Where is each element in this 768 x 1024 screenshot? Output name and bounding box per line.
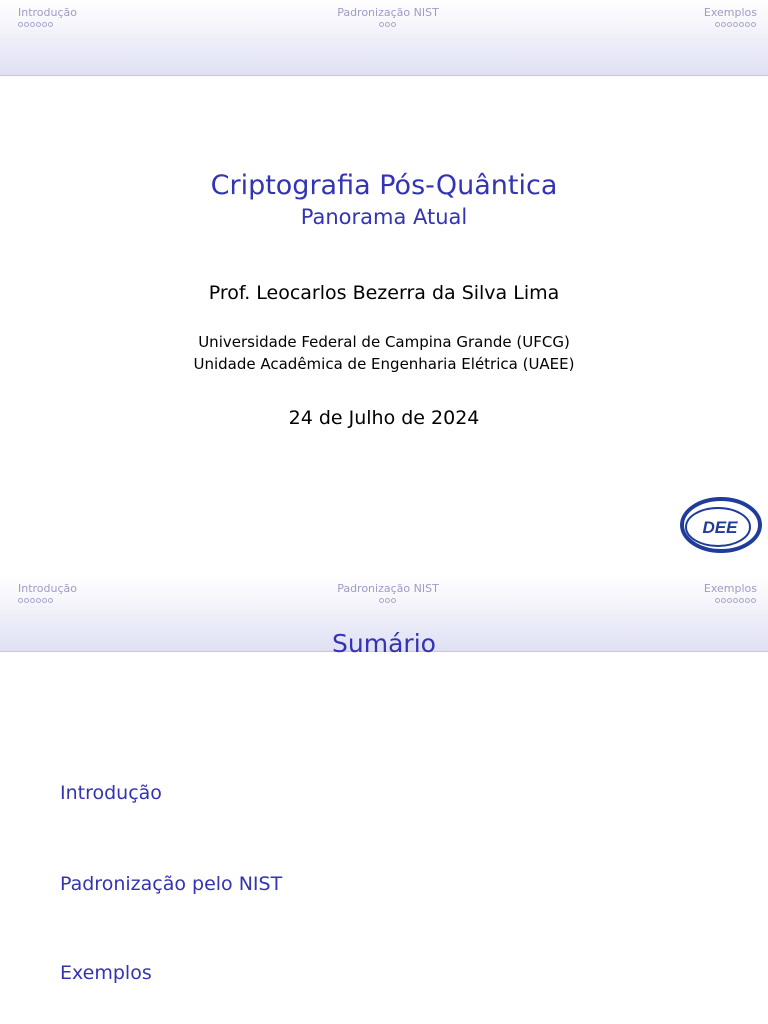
toc-item-padronizacao[interactable]: Padronização pelo NIST bbox=[60, 873, 283, 895]
nav-frame-dot[interactable] bbox=[739, 22, 744, 27]
author-name: Prof. Leocarlos Bezerra da Silva Lima bbox=[208, 282, 560, 304]
nav-section-padronizacao[interactable] bbox=[0, 6, 768, 32]
nav-frame-dot[interactable] bbox=[385, 22, 390, 27]
logo-text: DEE bbox=[702, 518, 738, 537]
dee-logo bbox=[680, 495, 762, 555]
toc-item-introducao[interactable]: Introdução bbox=[60, 782, 162, 804]
toc-item-exemplos[interactable]: Exemplos bbox=[60, 962, 152, 984]
nav-dots bbox=[0, 22, 768, 32]
nav-frame-dot[interactable] bbox=[745, 22, 750, 27]
nav-frame-dot[interactable] bbox=[739, 598, 744, 603]
nav-frame-dot[interactable] bbox=[379, 22, 384, 27]
institution-line-2: Unidade Acadêmica de Engenharia Elétrica (UAEE) bbox=[193, 355, 575, 373]
nav-frame-dot[interactable] bbox=[751, 22, 756, 27]
nav-frame-dot[interactable] bbox=[727, 598, 732, 603]
nav-frame-dot[interactable] bbox=[721, 22, 726, 27]
nav-section-exemplos[interactable] bbox=[704, 582, 757, 608]
nav-section-padronizacao[interactable] bbox=[0, 582, 768, 608]
nav-frame-dot[interactable] bbox=[721, 598, 726, 603]
nav-frame-dot[interactable] bbox=[733, 22, 738, 27]
nav-frame-dot[interactable] bbox=[391, 22, 396, 27]
nav-frame-dot[interactable] bbox=[751, 598, 756, 603]
nav-label[interactable]: Introdução bbox=[18, 582, 78, 595]
presentation-subtitle: Panorama Atual bbox=[300, 205, 468, 229]
nav-label[interactable]: Exemplos bbox=[703, 6, 757, 19]
nav-frame-dot[interactable] bbox=[379, 598, 384, 603]
nav-frame-dot[interactable] bbox=[745, 598, 750, 603]
nav-frame-dot[interactable] bbox=[715, 22, 720, 27]
nav-frame-dot[interactable] bbox=[391, 598, 396, 603]
nav-frame-dot[interactable] bbox=[385, 598, 390, 603]
summary-slide bbox=[0, 576, 768, 1024]
nav-label[interactable]: Padronização NIST bbox=[337, 6, 439, 19]
navigation-header bbox=[0, 0, 768, 76]
nav-section-exemplos[interactable] bbox=[704, 6, 757, 32]
presentation-date: 24 de Julho de 2024 bbox=[288, 407, 480, 429]
nav-label[interactable]: Padronização NIST bbox=[337, 582, 439, 595]
nav-label[interactable]: Exemplos bbox=[703, 582, 757, 595]
nav-frame-dot[interactable] bbox=[727, 22, 732, 27]
frame-title: Sumário bbox=[332, 629, 436, 658]
nav-dots bbox=[0, 598, 768, 608]
nav-label[interactable]: Introdução bbox=[18, 6, 78, 19]
nav-dots bbox=[704, 22, 757, 32]
nav-frame-dot[interactable] bbox=[715, 598, 720, 603]
nav-frame-dot[interactable] bbox=[733, 598, 738, 603]
institution-line-1: Universidade Federal de Campina Grande (UFCG) bbox=[198, 333, 570, 351]
presentation-title: Criptografia Pós-Quântica bbox=[210, 170, 558, 201]
nav-dots bbox=[704, 598, 757, 608]
